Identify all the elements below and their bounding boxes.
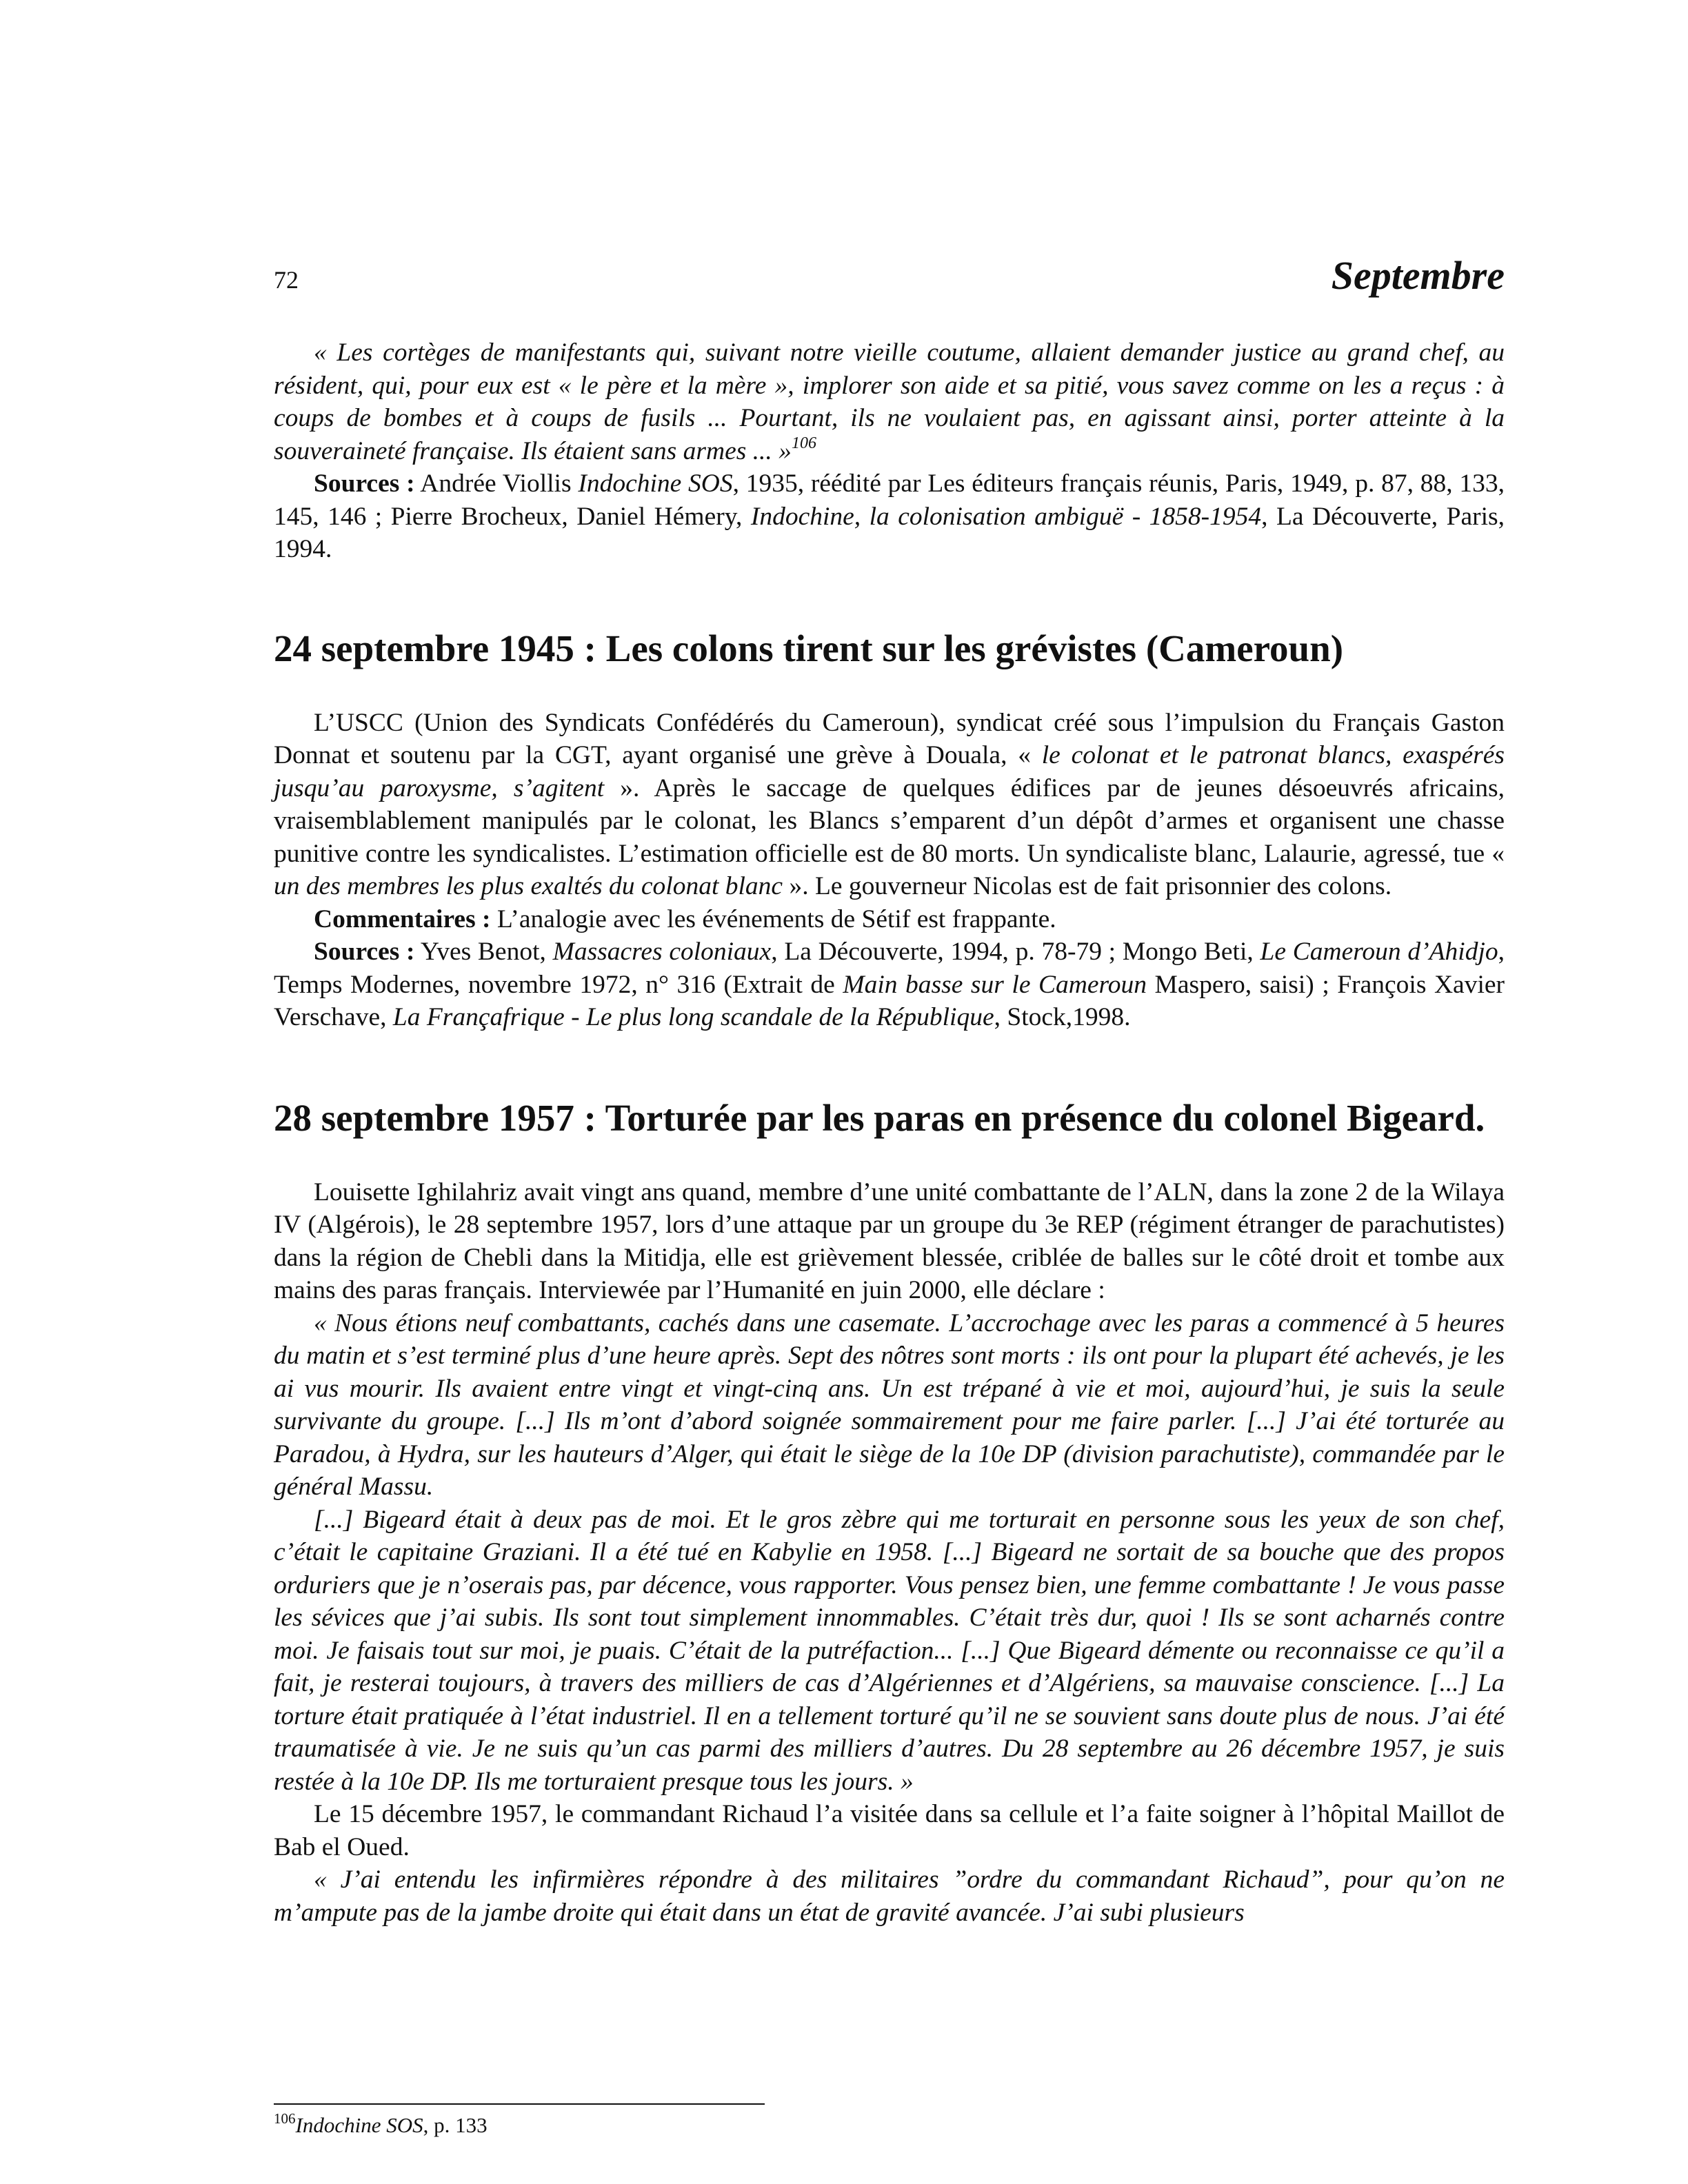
source-title: Le Cameroun d’Ahidjo <box>1260 938 1498 966</box>
inline-quote: un des membres les plus exaltés du colonat blanc <box>274 872 783 900</box>
footnote-title: Indochine SOS <box>295 2113 423 2137</box>
section-1957-body-2: Le 15 décembre 1957, le commandant Richaud l’a visitée dans sa cellule et l’a faite soigner à l’hôpital Maillot de Bab el Oued. <box>274 1800 1505 1861</box>
source-title: Massacres coloniaux <box>552 938 772 966</box>
sources-text: Maspero, saisi) ; François Xavier Verschave, <box>274 970 1505 1031</box>
sources-label: Sources : <box>314 938 415 966</box>
page-number: 72 <box>274 266 299 294</box>
source-title: Main basse sur le Cameroun <box>843 970 1147 999</box>
sources-text: Yves Benot, <box>414 938 553 966</box>
sources-text: , 1935, réédité par Les éditeurs français réunis, Paris, 1949, p. 87, 88, 133, 145, 146 ; Pierre Brocheux, Daniel Hémery, <box>274 469 1505 531</box>
sources-text: , La Découverte, 1994, p. 78-79 ; Mongo Beti, <box>771 938 1260 966</box>
source-title: Indochine SOS <box>578 469 733 498</box>
footnote-number: 106 <box>274 2110 296 2127</box>
inline-quote: le colonat et le patronat blancs, exaspérés jusqu’au paroxysme, s’agitent <box>274 741 1505 802</box>
intro-quote <box>274 336 1505 467</box>
section-1945-comment <box>274 903 1505 936</box>
body-text: ». Le gouverneur Nicolas est de fait prisonnier des colons. <box>783 872 1392 900</box>
intro-sources <box>274 467 1505 566</box>
comment-label: Commentaires : <box>314 904 491 933</box>
section-heading-1945: 24 septembre 1945 : Les colons tirent sur les grévistes (Cameroun) <box>274 627 1344 669</box>
body-text: ». Après le saccage de quelques édifices par de jeunes désoeuvrés africains, vraisemblablement manipulés par le colonat, les Blancs s’emparent d’un dépôt d’armes et organisent une chasse punitive contre les syndicalistes. L’estimation officielle est de 80 morts. Un syndicaliste blanc, Lalaurie, agressé, tue « <box>274 774 1505 868</box>
section-heading-1957: 28 septembre 1957 : Torturée par les paras en présence du colonel Bigeard. <box>274 1096 1485 1139</box>
running-title: Septembre <box>1331 253 1505 298</box>
intro-quote-text: « Les cortèges de manifestants qui, suivant notre vieille coutume, allaient demander justice au grand chef, au résident, qui, pour eux est « le père et la mère », implorer son aide et sa pitié, vous savez comme on les a reçus : à coups de bombes et à coups de fusils ... Pourtant, ils ne voulaient pas, en agissant ainsi, porter atteinte à la souveraineté française. Ils étaient sans armes ... » <box>274 338 1505 465</box>
body-text: L’USCC (Union des Syndicats Confédérés du Cameroun), syndicat créé sous l’impulsion du Français Gaston Donnat et soutenu par la CGT, ayant organisé une grève à Douala, « <box>274 708 1505 769</box>
sources-text: , Temps Modernes, novembre 1972, n° 316 (Extrait de <box>274 938 1505 999</box>
sources-label: Sources : <box>314 469 415 498</box>
source-title: La Françafrique - Le plus long scandale de la République <box>392 1003 994 1031</box>
testimony-quote-1: « Nous étions neuf combattants, cachés dans une casemate. L’accrochage avec les paras a commencé à 5 heures du matin et s’est terminé plus d’une heure après. Sept des nôtres sont morts : ils ont pour la plupart été achevés, je les ai vus mourir. Ils avaient entre vingt et vingt-cinq ans. Un est trépané à vie et moi, aujourd’hui, je suis la seule survivante du groupe. [...] Ils m’ont d’abord soignée sommairement pour me faire parler. [...] J’ai été torturée au Paradou, à Hydra, sur les hauteurs d’Alger, qui était le siège de la 10e DP (division parachutiste), commandée par le général Massu. <box>274 1308 1505 1501</box>
footnote-ref: 106 <box>791 434 816 452</box>
section-1957-body: Louisette Ighilahriz avait vingt ans quand, membre d’une unité combattante de l’ALN, dans la zone 2 de la Wilaya IV (Algérois), le 28 septembre 1957, lors d’une attaque par un groupe du 3e REP (régiment étranger de parachutistes) dans la région de Chebli dans la Mitidja, elle est grièvement blessée, criblée de balles sur le côté droit et tombe aux mains des paras français. Interviewée par l’Humanité en juin 2000, elle déclare : <box>274 1177 1505 1304</box>
footnote <box>274 2112 488 2139</box>
testimony-quote-3: « J’ai entendu les infirmières répondre à des militaires ”ordre du commandant Richaud”, pour qu’on ne m’ampute pas de la jambe droite qui était dans un état de gravité avancée. J’ai subi plusieurs <box>274 1866 1505 1927</box>
source-title: Indochine, la colonisation ambiguë - 1858-1954 <box>750 502 1262 531</box>
section-1945-body <box>274 707 1505 903</box>
sources-text: Andrée Viollis <box>414 469 579 498</box>
section-1945-sources <box>274 936 1505 1034</box>
page-content <box>274 336 1505 1929</box>
sources-text: , Stock,1998. <box>994 1003 1131 1031</box>
testimony-quote-2: [...] Bigeard était à deux pas de moi. Et le gros zèbre qui me torturait en personne sous les yeux de son chef, c’était le capitaine Graziani. Il a été tué en Kabylie en 1958. [...] Bigeard ne sortait de sa bouche que des propos orduriers que je n’oserais pas, par décence, vous rapporter. Vous pensez bien, une femme combattante ! Je vous passe les sévices que j’ai subis. Ils sont tout simplement innommables. C’était très dur, quoi ! Ils se sont acharnés contre moi. Je faisais tout sur moi, je puais. C’était de la putréfaction... [...] Que Bigeard démente ou reconnaisse ce qu’il a fait, je resterai toujours, à travers des milliers de cas d’Algériennes et d’Algériens, sa mauvaise conscience. [...] La torture était pratiquée à l’état industriel. Il en a tellement torturé qu’il ne se souvient sans doute plus de nous. J’ai été traumatisée à vie. Je ne suis qu’un cas parmi des milliers d’autres. Du 28 septembre au 26 décembre 1957, je suis restée à la 10e DP. Ils me torturaient presque tous les jours. » <box>274 1505 1505 1796</box>
footnote-text: , p. 133 <box>423 2113 488 2137</box>
sources-text: , La Découverte, Paris, 1994. <box>274 502 1505 563</box>
footnote-divider <box>274 2103 765 2105</box>
comment-text: L’analogie avec les événements de Sétif est frappante. <box>490 904 1056 933</box>
